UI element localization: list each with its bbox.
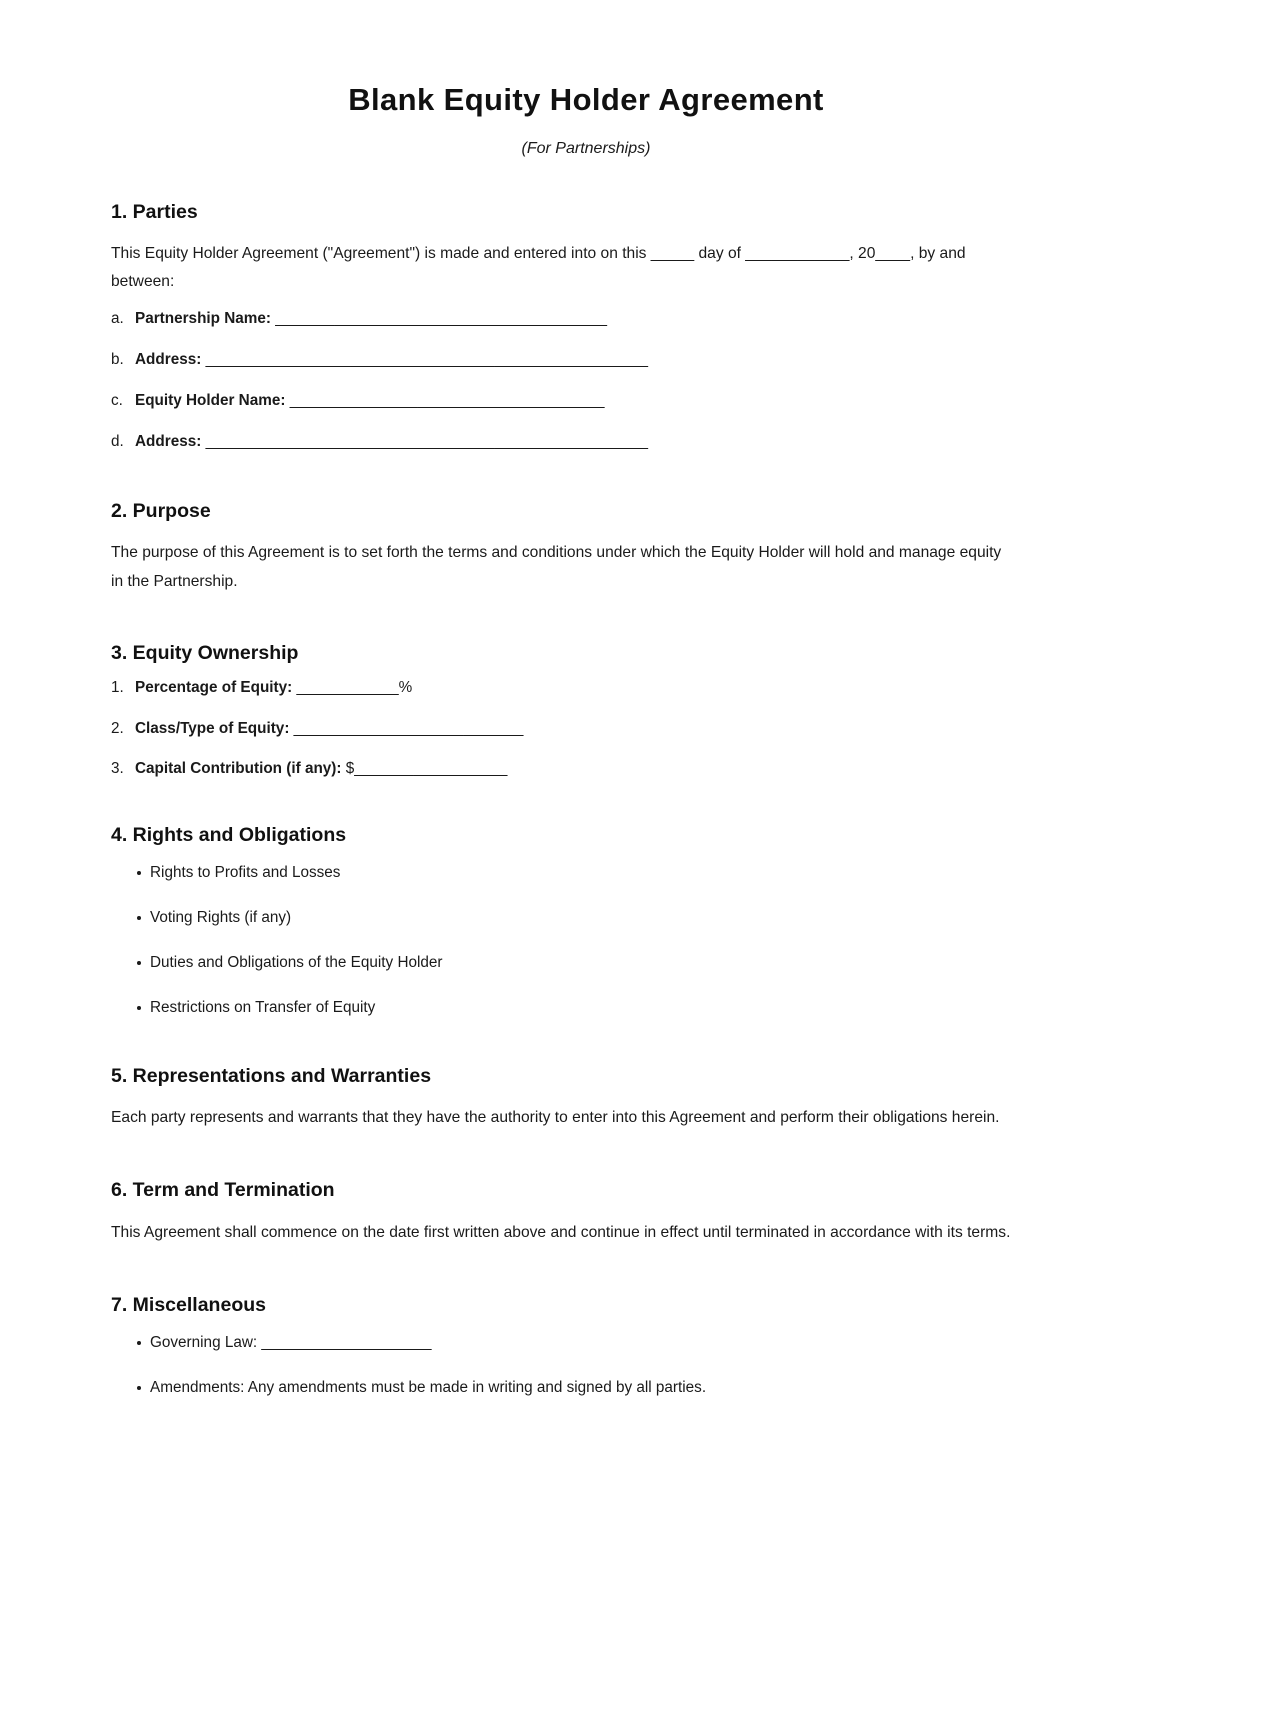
representations-paragraph: Each party represents and warrants that they have the authority to enter into this Agreement and perform their obligations herein. xyxy=(111,1108,1000,1126)
list-item: Rights to Profits and Losses xyxy=(111,862,1061,885)
field-label: Capital Contribution (if any): xyxy=(135,760,342,778)
section-heading-equity-ownership: 3. Equity Ownership xyxy=(111,642,299,665)
section-term-and-termination xyxy=(111,1132,1061,1247)
section-miscellaneous xyxy=(111,1247,1061,1399)
document-content xyxy=(111,0,1061,1400)
list-item xyxy=(111,677,1061,700)
section-purpose xyxy=(111,454,1061,596)
list-item xyxy=(111,390,1061,413)
list-item xyxy=(111,1332,1061,1355)
list-marker: a. xyxy=(111,310,124,328)
list-marker: b. xyxy=(111,350,124,368)
section-heading-parties: 1. Parties xyxy=(111,200,198,223)
list-item xyxy=(111,1377,1061,1400)
field-label: Address: xyxy=(135,432,202,450)
fill-in-blank[interactable]: ____________________________________________________ xyxy=(205,432,648,450)
equity-ownership-field-list xyxy=(111,666,1061,782)
list-marker: 2. xyxy=(111,719,124,737)
list-marker: 1. xyxy=(111,678,124,696)
currency-symbol: $ xyxy=(345,760,355,778)
amendments-text: Amendments: Any amendments must be made in writing and signed by all parties. xyxy=(150,1378,707,1396)
fill-in-blank[interactable]: _____________________________________ xyxy=(289,391,605,409)
list-item xyxy=(111,758,1061,781)
purpose-paragraph: The purpose of this Agreement is to set forth the terms and conditions under which the Equity Holder will hold and manage equity in the Partnership. xyxy=(111,544,1002,590)
list-item: Voting Rights (if any) xyxy=(111,907,1061,930)
list-marker: d. xyxy=(111,432,124,450)
section-heading-representations: 5. Representations and Warranties xyxy=(111,1064,432,1087)
governing-law-label: Governing Law: xyxy=(150,1333,262,1351)
fill-in-blank[interactable]: __________________ xyxy=(354,760,508,778)
term-and-termination-paragraph: This Agreement shall commence on the date first written above and continue in effect until terminated in accordance with its terms. xyxy=(111,1223,1011,1241)
field-label: Partnership Name: xyxy=(135,310,272,328)
list-marker: c. xyxy=(111,391,123,409)
rights-bullet-list xyxy=(111,848,1061,1020)
list-marker: 3. xyxy=(111,760,124,778)
list-item xyxy=(111,431,1061,454)
page-title: Blank Equity Holder Agreement xyxy=(348,82,824,117)
list-item xyxy=(111,718,1061,741)
field-label: Equity Holder Name: xyxy=(135,391,286,409)
parties-intro-paragraph: This Equity Holder Agreement ("Agreement") is made and entered into on this _____ day of ____________, 20____, by and between: xyxy=(111,244,966,291)
fill-in-blank[interactable]: _______________________________________ xyxy=(275,310,608,328)
fill-in-blank[interactable]: ____________ xyxy=(296,678,399,696)
list-item: Restrictions on Transfer of Equity xyxy=(111,997,1061,1020)
section-heading-miscellaneous: 7. Miscellaneous xyxy=(111,1294,266,1317)
fill-in-blank[interactable]: ____________________ xyxy=(261,1333,432,1351)
list-item xyxy=(111,308,1061,331)
miscellaneous-bullet-list xyxy=(111,1318,1061,1400)
section-equity-ownership xyxy=(111,596,1061,781)
list-item xyxy=(111,349,1061,372)
section-rights-and-obligations xyxy=(111,781,1061,1019)
section-heading-term-and-termination: 6. Term and Termination xyxy=(111,1179,335,1202)
percent-suffix: % xyxy=(398,678,413,696)
section-representations-and-warranties xyxy=(111,1020,1061,1133)
field-label: Address: xyxy=(135,350,202,368)
section-heading-purpose: 2. Purpose xyxy=(111,499,211,522)
field-label: Class/Type of Equity: xyxy=(135,719,290,737)
parties-field-list xyxy=(111,297,1061,454)
section-heading-rights-and-obligations: 4. Rights and Obligations xyxy=(111,824,347,847)
fill-in-blank[interactable]: ___________________________ xyxy=(293,719,524,737)
page-subtitle: (For Partnerships) xyxy=(521,139,651,157)
field-label: Percentage of Equity: xyxy=(135,678,293,696)
list-item: Duties and Obligations of the Equity Holder xyxy=(111,952,1061,975)
fill-in-blank[interactable]: ____________________________________________________ xyxy=(205,350,648,368)
section-parties xyxy=(111,158,1061,454)
